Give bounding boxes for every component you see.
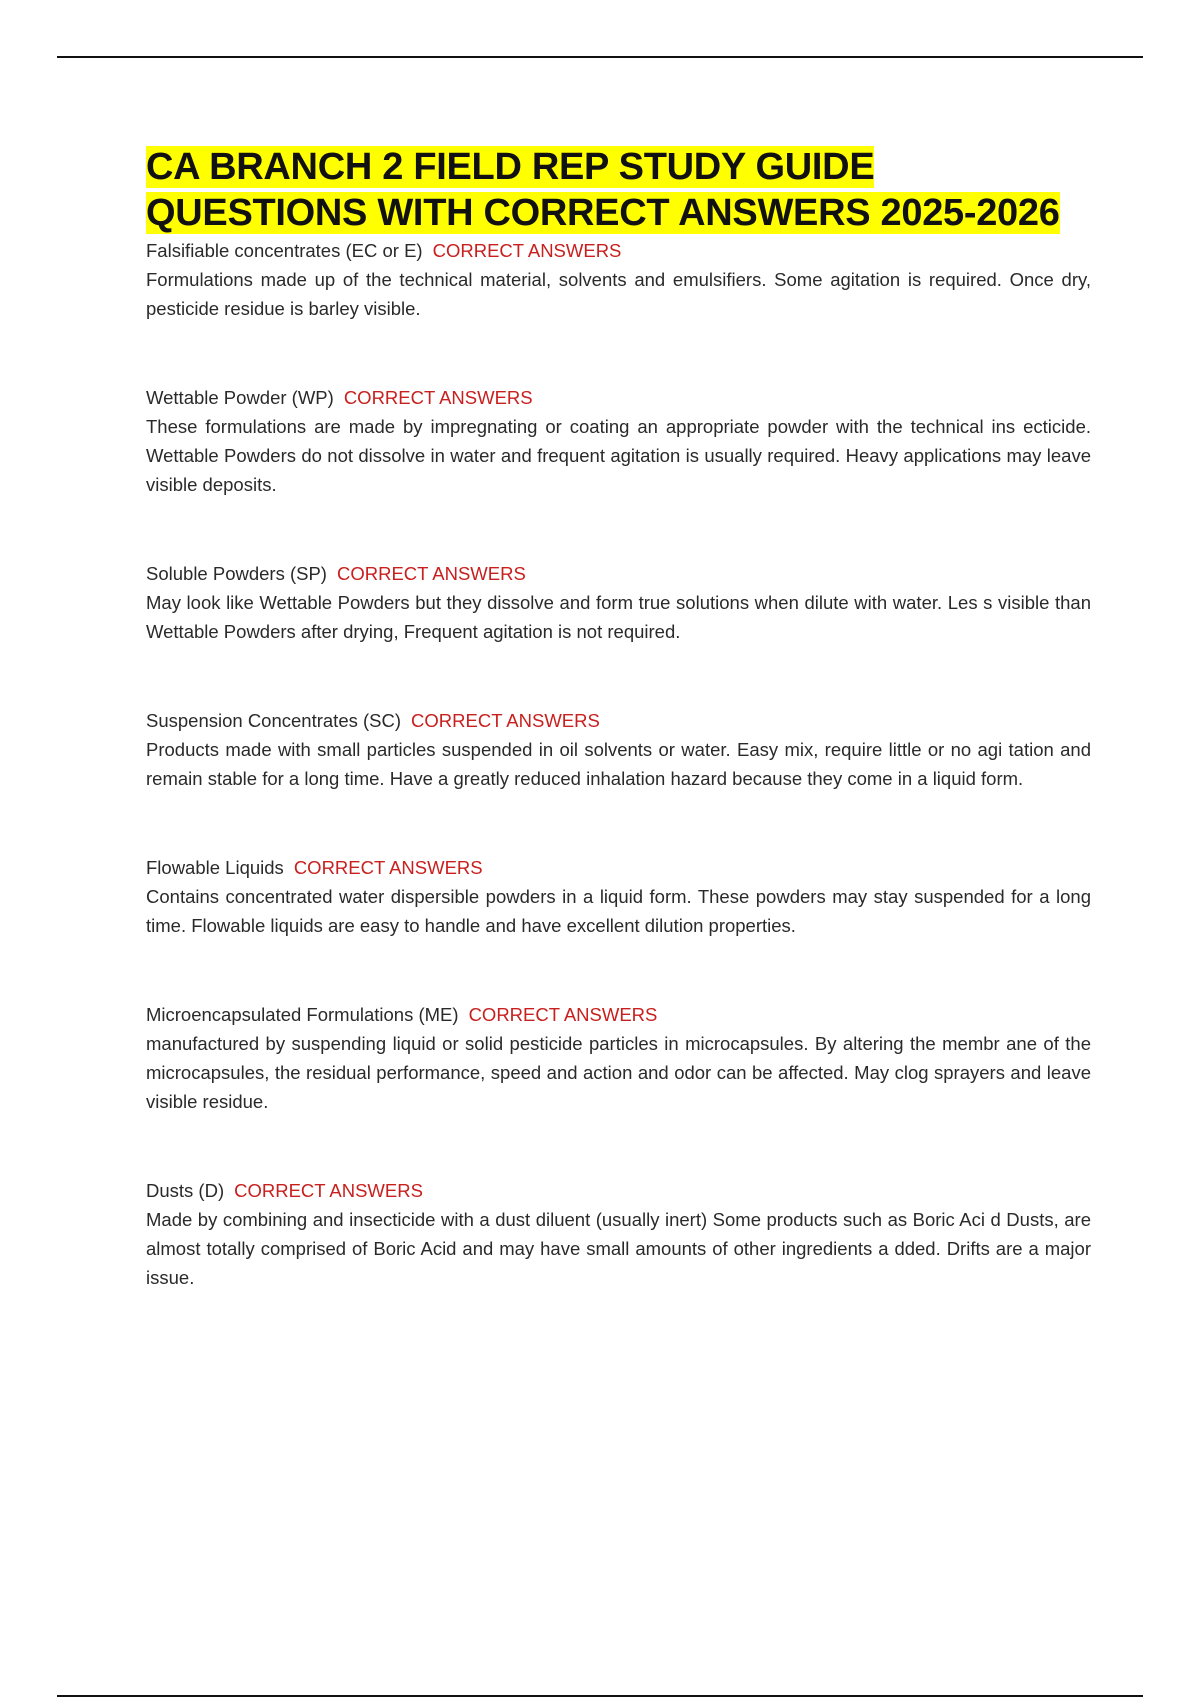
answer-text: Made by combining and insecticide with a dust diluent (usually inert) Some products such as Boric Aci d Dusts, are almost totally comprised of Boric Acid and may have small amounts of other ingredients a dded. Drifts are a major issue. bbox=[146, 1209, 1091, 1288]
correct-answers-tag: CORRECT ANSWERS bbox=[293, 857, 483, 878]
question-line bbox=[146, 1176, 1126, 1205]
question-line bbox=[146, 559, 1126, 588]
answer-text: manufactured by suspending liquid or solid pesticide particles in microcapsules. By altering the membr ane of the microcapsules, the residual performance, speed and action and odor can be affected. May clog sprayers and leave visible residue. bbox=[146, 1033, 1091, 1112]
qa-item bbox=[146, 853, 1126, 940]
correct-answers-tag: CORRECT ANSWERS bbox=[234, 1180, 423, 1201]
qa-item bbox=[146, 1000, 1126, 1116]
title-line-2: QUESTIONS WITH CORRECT ANSWERS 2025-2026 bbox=[146, 192, 1060, 234]
question-line bbox=[146, 706, 1126, 735]
question-line bbox=[146, 236, 1126, 265]
question-text: Soluble Powders (SP) bbox=[146, 563, 327, 584]
question-text: Falsifiable concentrates (EC or E) bbox=[146, 240, 423, 261]
correct-answers-tag: CORRECT ANSWERS bbox=[468, 1004, 658, 1025]
correct-answers-tag: CORRECT ANSWERS bbox=[432, 240, 622, 261]
question-text: Dusts (D) bbox=[146, 1180, 225, 1201]
answer-text: Products made with small particles suspended in oil solvents or water. Easy mix, require little or no agi tation and remain stable for a long time. Have a greatly reduced inhalation hazard because they come in a liquid form. bbox=[146, 739, 1091, 789]
question-text: Flowable Liquids bbox=[146, 857, 284, 878]
correct-answers-tag: CORRECT ANSWERS bbox=[336, 563, 526, 584]
answer-text: These formulations are made by impregnating or coating an appropriate powder with the technical ins ecticide. Wettable Powders do not dissolve in water and frequent agitation is usually required. Heavy applications may leave visible deposits. bbox=[146, 416, 1091, 495]
question-text: Wettable Powder (WP) bbox=[146, 387, 334, 408]
question-text: Microencapsulated Formulations (ME) bbox=[146, 1004, 459, 1025]
question-text: Suspension Concentrates (SC) bbox=[146, 710, 402, 731]
top-rule bbox=[57, 56, 1143, 58]
title-line-1: CA BRANCH 2 FIELD REP STUDY GUIDE bbox=[146, 146, 875, 188]
correct-answers-tag: CORRECT ANSWERS bbox=[411, 710, 600, 731]
qa-item bbox=[146, 236, 1126, 323]
question-line bbox=[146, 853, 1126, 882]
bottom-rule bbox=[57, 1695, 1143, 1697]
answer-text: Contains concentrated water dispersible powders in a liquid form. These powders may stay suspended for a long time. Flowable liquids are easy to handle and have excellent dilution properties. bbox=[146, 886, 1091, 936]
qa-item bbox=[146, 559, 1126, 646]
qa-item bbox=[146, 383, 1126, 499]
document-body bbox=[146, 144, 1126, 1292]
document-title bbox=[146, 144, 1126, 236]
question-line bbox=[146, 1000, 1126, 1029]
answer-text: May look like Wettable Powders but they dissolve and form true solutions when dilute with water. Les s visible than Wettable Powders after drying, Frequent agitation is not required. bbox=[146, 592, 1091, 642]
qa-item bbox=[146, 706, 1126, 793]
qa-item bbox=[146, 1176, 1126, 1292]
answer-text: Formulations made up of the technical material, solvents and emulsifiers. Some agitation is required. Once dry, pesticide residue is barley visible. bbox=[146, 269, 1091, 319]
correct-answers-tag: CORRECT ANSWERS bbox=[343, 387, 533, 408]
question-line bbox=[146, 383, 1126, 412]
